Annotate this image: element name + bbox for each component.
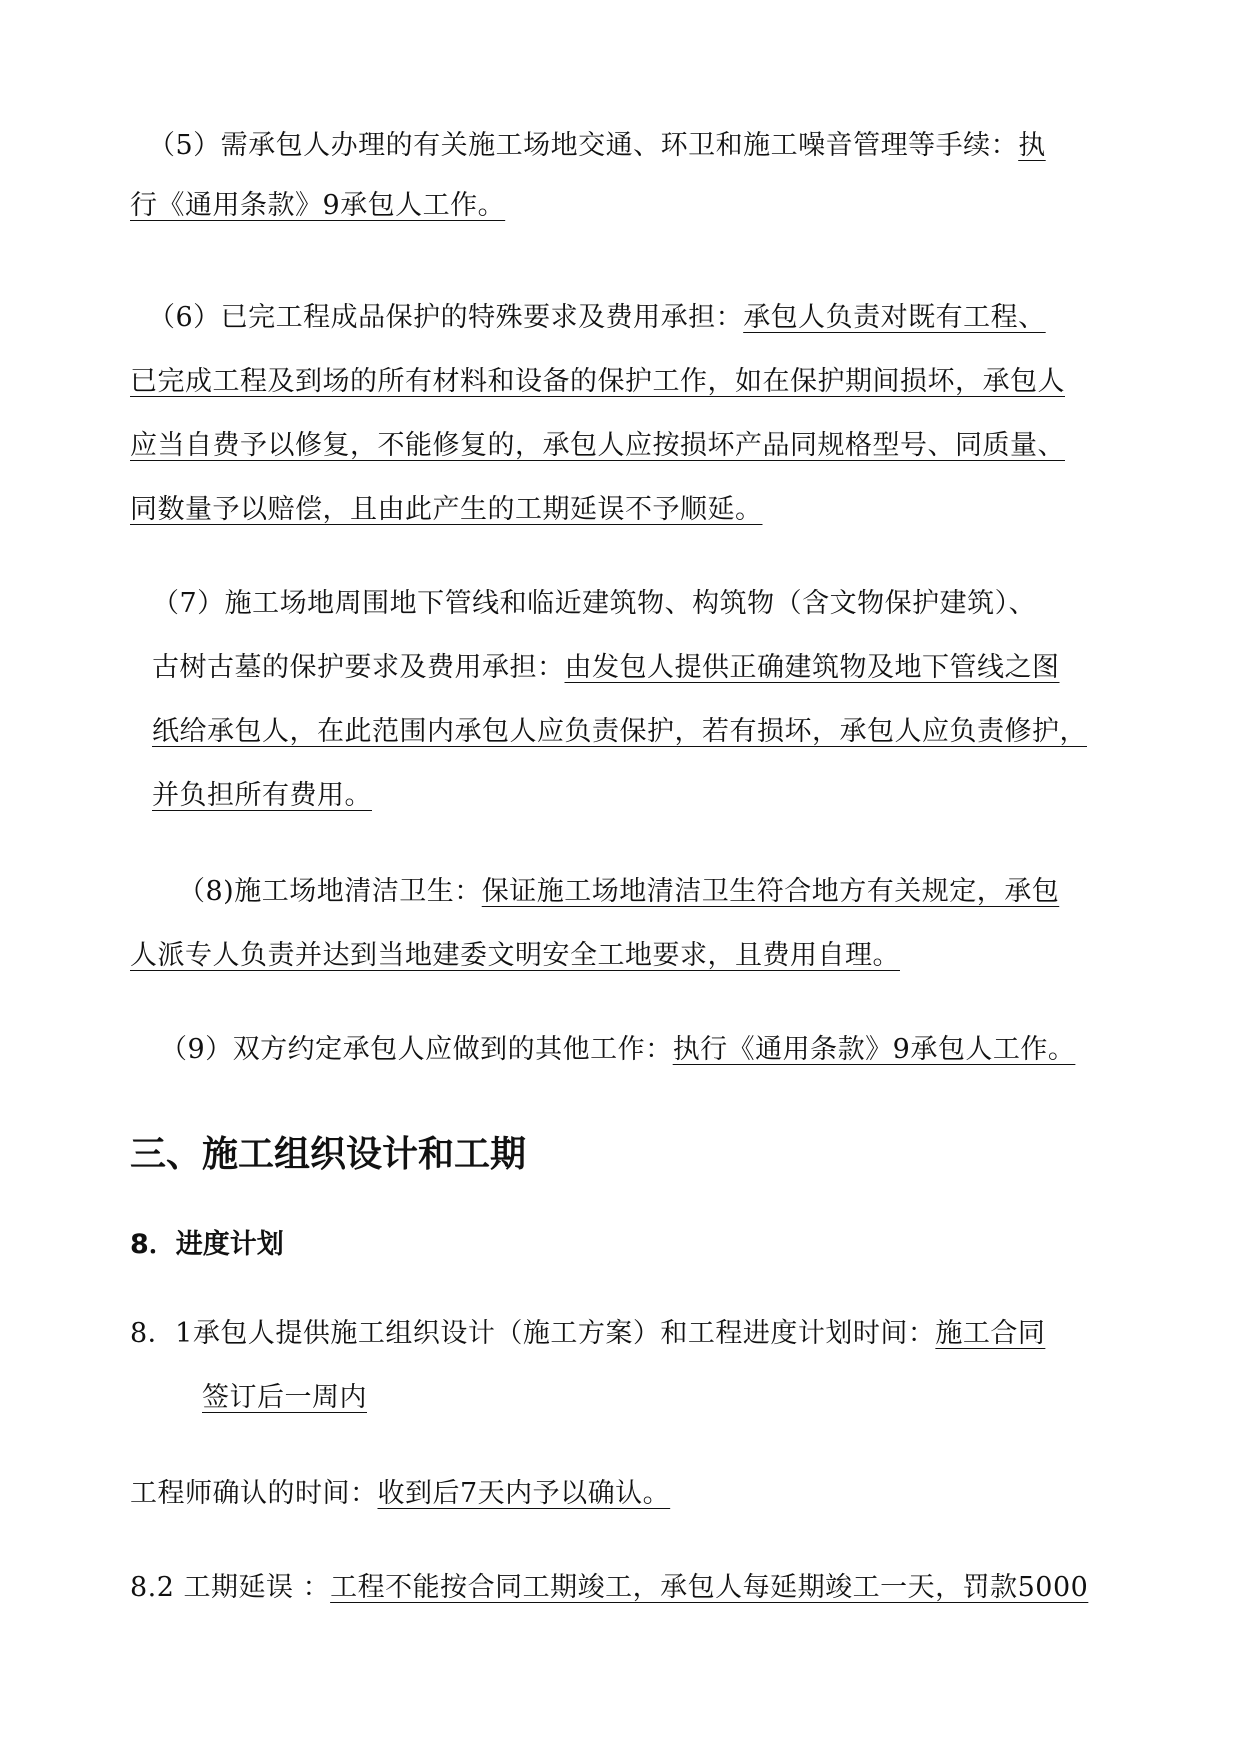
clause-5-line-1 [148, 128, 1046, 164]
confirm-time-value: 收到后7天内予以确认。 [377, 1478, 671, 1509]
clause-7-line-4: 并负担所有费用。 [152, 780, 372, 811]
confirm-time-line [130, 1476, 670, 1512]
confirm-time-label: 工程师确认的时间： [130, 1478, 378, 1509]
clause-7-line-3: 纸给承包人，在此范围内承包人应负责保护，若有损坏，承包人应负责修护， [152, 716, 1087, 747]
clause-7-label: 古树古墓的保护要求及费用承担： [152, 652, 565, 683]
item-8-1-line-1 [130, 1316, 1045, 1352]
clause-7-line-2 [152, 650, 1060, 686]
clause-6-line-2: 已完成工程及到场的所有材料和设备的保护工作，如在保护期间损坏，承包人 [130, 366, 1065, 397]
clause-7-value: 由发包人提供正确建筑物及地下管线之图 [564, 652, 1060, 683]
item-8-1-value: 施工合同 [935, 1318, 1046, 1349]
clause-9-line [160, 1032, 1075, 1068]
clause-8-value: 保证施工场地清洁卫生符合地方有关规定，承包 [481, 876, 1060, 907]
clause-6-line-4: 同数量予以赔偿，且由此产生的工期延误不予顺延。 [130, 494, 763, 525]
item-8-1-line-2: 签订后一周内 [202, 1382, 367, 1413]
clause-9-label: （9）双方约定承包人应做到的其他工作： [160, 1034, 673, 1065]
clause-9-value: 执行《通用条款》9承包人工作。 [672, 1034, 1076, 1065]
clause-7-line-1: （7）施工场地周围地下管线和临近建筑物、构筑物（含文物保护建筑）、 [152, 588, 1037, 619]
clause-5-label: （5）需承包人办理的有关施工场地交通、环卫和施工噪音管理等手续： [148, 130, 1019, 161]
clause-6-label: （6）已完工程成品保护的特殊要求及费用承担： [148, 302, 744, 333]
clause-6-value: 承包人负责对既有工程、 [743, 302, 1046, 333]
clause-8-line-2: 人派专人负责并达到当地建委文明安全工地要求，且费用自理。 [130, 940, 900, 971]
subsection-heading: 8．进度计划 [130, 1229, 284, 1260]
item-8-2-line [130, 1570, 1088, 1606]
item-8-2-value: 工程不能按合同工期竣工，承包人每延期竣工一天，罚款5000 [330, 1572, 1089, 1603]
section-heading: 三、施工组织设计和工期 [130, 1134, 527, 1175]
clause-6-line-3: 应当自费予以修复，不能修复的，承包人应按损坏产品同规格型号、同质量、 [130, 430, 1065, 461]
clause-8-label: （8)施工场地清洁卫生： [178, 876, 482, 907]
clause-8-line-1 [178, 874, 1059, 910]
item-8-2-label: 8.2 工期延误 ： [130, 1572, 331, 1603]
clause-5-value: 执 [1018, 130, 1046, 161]
clause-6-line-1 [148, 300, 1046, 336]
clause-5-line-2: 行《通用条款》9承包人工作。 [130, 190, 506, 221]
item-8-1-label: 8．1承包人提供施工组织设计（施工方案）和工程进度计划时间： [130, 1318, 936, 1349]
